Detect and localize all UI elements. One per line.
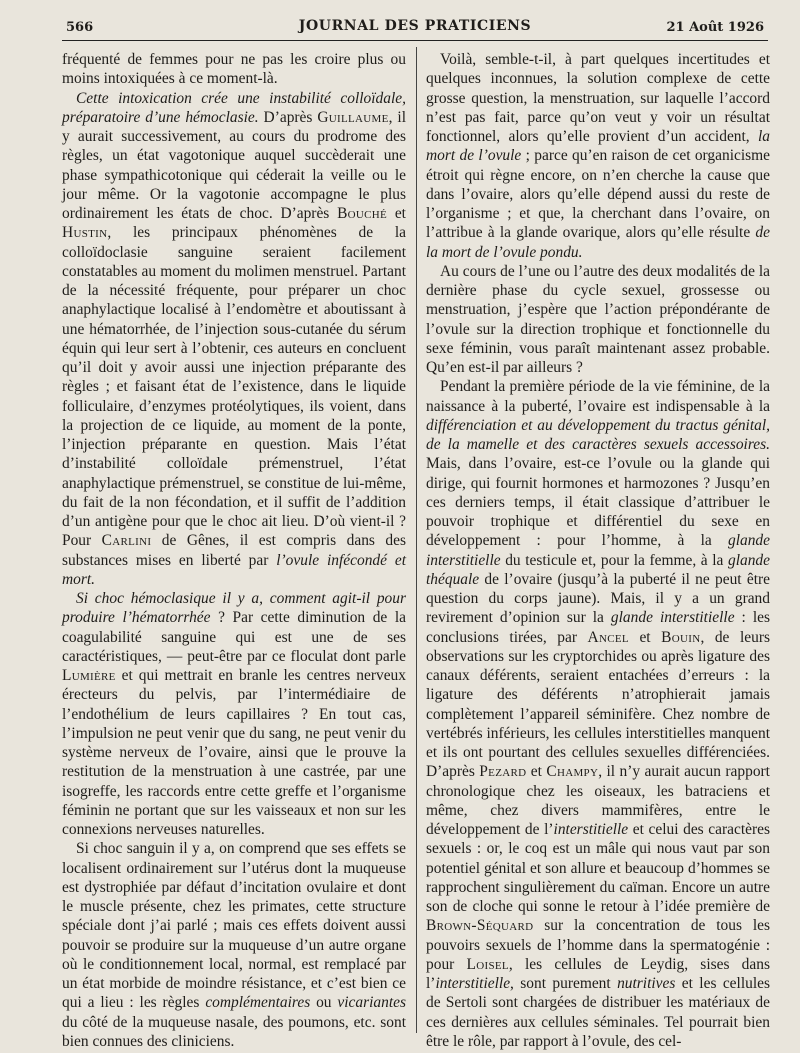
author-name: Champy	[546, 763, 599, 781]
author-name: Lumière	[62, 667, 116, 684]
page-number: 566	[66, 20, 94, 35]
text-run: de l’ovaire (jusqu’à la puberté il ne peut être question du corps jaune). Mais, il y a un grand revirement d’opinion sur la	[426, 570, 770, 627]
text-run: ? Par cette diminution de la coagulabilité sanguine qui est une de ses caractéristiques, — peut-être par ce floculat dont parle	[62, 609, 406, 665]
paragraph	[426, 50, 770, 262]
text-run: et celui des caractères sexuels : or, le coq est un mâle qui nous vaut par son potentiel génital et son allure et beaucoup d’hommes se rapprochent singulièrement du caïman. Encore un autre son de cloche qui sonne le retour à l’idée première de	[426, 821, 770, 915]
text-run: D’après	[258, 108, 318, 126]
left-column	[62, 50, 407, 1050]
author-name: Guillaume	[317, 108, 389, 126]
text-run: ou	[310, 994, 338, 1012]
right-column	[426, 50, 770, 1050]
author-name: Bouin	[661, 628, 701, 646]
italic-text: de la mort de l’ovule pondu.	[426, 224, 770, 261]
italic-text: nutritives	[617, 975, 676, 992]
author-name: Ancel	[587, 628, 629, 646]
italic-text: glande théquale	[426, 551, 770, 588]
text-run: et les cellules de Sertoli sont chargées de distribuer les matériaux de ces dernières aux cellules séminales. Tel pourrait bien être le rôle, par rapport à l’ovule, des cel-	[426, 975, 770, 1050]
text-run: et qui mettrait en branle les centres nerveux érecteurs du pelvis, par l’intermédiaire de l’endothélium de leurs capillaires ? En tout cas, l’impulsion ne peut venir que du sang, ne peut venir du système nerveux de l’ovaire, ainsi que le prouve la restitution de la menstruation à une castrée, par une isogreffe, les raccords entre cette greffe et l’organisme féminin ne portant que sur les vaisseaux et non sur les connexions nerveuses naturelles.	[62, 667, 406, 838]
text-run: sur la concentration de tous les pouvoirs sexuels de l’homme dans la spermatogénie : pour	[426, 917, 770, 973]
paragraph	[62, 89, 406, 590]
italic-text: interstitielle	[553, 821, 629, 838]
text-run: et	[387, 205, 406, 222]
italic-text: vicariantes	[337, 994, 407, 1012]
italic-text: glande interstitielle	[610, 609, 735, 627]
text-run: : les conclusions tirées, par	[426, 609, 770, 646]
italic-text: interstitielle	[435, 975, 511, 992]
text-run: , de leurs observations sur les cryptorchides ou après ligature des canaux déférents, seraient entachées d’erreurs : la ligature des déférents n’atrophierait jamais complètement l’appareil séminifère. Chez nombre de vertébrés inférieurs, les cellules interstitielles manquent et ils ont pourtant des cellules sexuelles différenciées. D’après	[426, 628, 770, 781]
text-run: , il n’y aurait aucun rapport chronologique chez les oiseaux, les batraciens et même, chez divers mammifères, entre le développement de l’	[426, 763, 770, 838]
text-run: , les cellules de Leydig, sises dans l’	[426, 955, 770, 992]
italic-text: la mort de l’ovule	[426, 128, 770, 165]
paragraph	[62, 589, 406, 839]
italic-text: différenciation et au développement du tractus génital, de la mamelle et des caractères sexuels accessoires.	[426, 416, 770, 453]
text-run: , il y aurait successivement, au cours du prodrome des règles, un état vagotonique auquel succèderait une phase sympathicotonique qui céderait la veille ou le jour même. Or la vagotonie accompagne le plus ordinairement les états de choc. D’après	[62, 108, 406, 222]
paragraph	[62, 839, 406, 1051]
text-run: Si choc sanguin il y a, on comprend que ses effets se localisent ordinairement sur l’utérus dont la muqueuse est dystrophiée par défaut d’incitation ovulaire et dont le muscle présente, chez les primates, cette structure spéciale dont j’ai parlé ; mais ces effets doivent aussi pouvoir se produire sur la muqueuse d’un autre organe où le conditionnement local, normal, est remplacé par un état morbide de moindre résistance, et c’est bien ce qui a lieu : les règles	[62, 840, 406, 1012]
text-run: du côté de la muqueuse nasale, des poumons, etc. sont bien connues des cliniciens.	[62, 1013, 406, 1050]
text-run: , les principaux phénomènes de la colloïdoclasie sanguine seraient facilement constatables au moment du molimen menstruel. Partant de la nécessité fréquente, pour préparer un choc anaphylactique localisé à l’endomètre et aboutissant à une hématorrhée, de l’injection sous-cutanée du sérum équin qui leur sert à l’obtenir, ces auteurs en concluent qu’il doit y avoir aussi une injection préparante des règles ; et faisant état de l’existence, dans le liquide folliculaire, d’enzymes protéolytiques, ils voient, dans la projection de ce liquide, au moment de la ponte, l’injection préparante en question. Mais l’état d’instabilité colloïdale prémenstruel, l’état anaphylactique prémenstruel, se constitue de lui-même, du fait de la non fécondation, et il suffit de l’addition d’un antigène pour que le choc ait lieu. D’où vient-il ? Pour	[62, 224, 406, 550]
text-run: et	[526, 763, 547, 781]
text-run: Mais, dans l’ovaire, est-ce l’ovule ou la glande qui dirige, qui fournit hormones et harmozones ? Jusqu’en ces derniers temps, il était classique d’attribuer le pouvoir trophique et différentiel du sexe en développement : pour l’homme, à la	[426, 455, 770, 550]
italic-text: Cette intoxication crée une instabilité colloïdale, préparatoire d’une hémoclasie.	[62, 89, 406, 126]
text-run: Pendant la première période de la vie féminine, de la naissance à la puberté, l’ovaire est indispensable à la	[426, 378, 770, 415]
text-run: Au cours de l’une ou l’autre des deux modalités de la dernière phase du cycle sexuel, grossesse ou menstruation, j’espère que l’action prépondérante de l’ovule sur la direction trophique et fonctionnelle du sexe féminin, vous paraît maintenant assez probable. Qu’en est-il par ailleurs ?	[426, 262, 770, 376]
author-name: Bouché	[337, 205, 388, 222]
text-run: fréquenté de femmes pour ne pas les croire plus ou moins intoxiquées à ce moment-là.	[62, 51, 406, 88]
paragraph	[426, 262, 770, 378]
text-run: du testicule et, pour la femme, à la	[500, 551, 728, 569]
column-divider	[416, 47, 417, 1033]
author-name: Brown-Séquard	[426, 917, 534, 935]
page-header	[60, 14, 770, 38]
italic-text: glande interstitielle	[426, 532, 770, 569]
text-run: Voilà, semble-t-il, à part quelques incertitudes et quelques inconnues, la solution complexe de cette grosse question, la menstruation, sur laquelle l’accord n’est pas fait, parce qu’on veut y voir un résultat fonctionnel, alors qu’elle provient d’un accident,	[426, 51, 770, 145]
italic-text: l’ovule infécondé et mort.	[62, 551, 406, 588]
issue-date: 21 Août 1926	[666, 20, 764, 35]
paragraph	[62, 50, 406, 89]
text-run: ; parce qu’en raison de cet organicisme étroit qui règne encore, on n’en cherche la cause que dans l’ovaire, alors qu’elle dépend aussi du reste de l’organisme ; et que, la cherchant dans l’ovaire, on l’attribue à la glande ovarique, alors qu’elle résulte	[426, 147, 770, 242]
journal-title: JOURNAL DES PRATICIENS	[298, 18, 532, 34]
italic-text: Si choc hémoclasique il y a, comment agit-il pour produire l’hématorrhée	[62, 590, 406, 627]
paragraph	[426, 377, 770, 1051]
text-run: de Gênes, il est compris dans des substances mises en liberté par	[62, 532, 406, 569]
author-name: Pezard	[479, 763, 527, 781]
text-run: , sont purement	[510, 975, 618, 992]
author-name: Loisel	[466, 955, 509, 973]
author-name: Hustin	[62, 224, 108, 242]
header-rule	[62, 40, 768, 41]
text-run: et	[628, 628, 662, 646]
author-name: Carlini	[101, 532, 152, 550]
italic-text: complémentaires	[205, 994, 311, 1012]
